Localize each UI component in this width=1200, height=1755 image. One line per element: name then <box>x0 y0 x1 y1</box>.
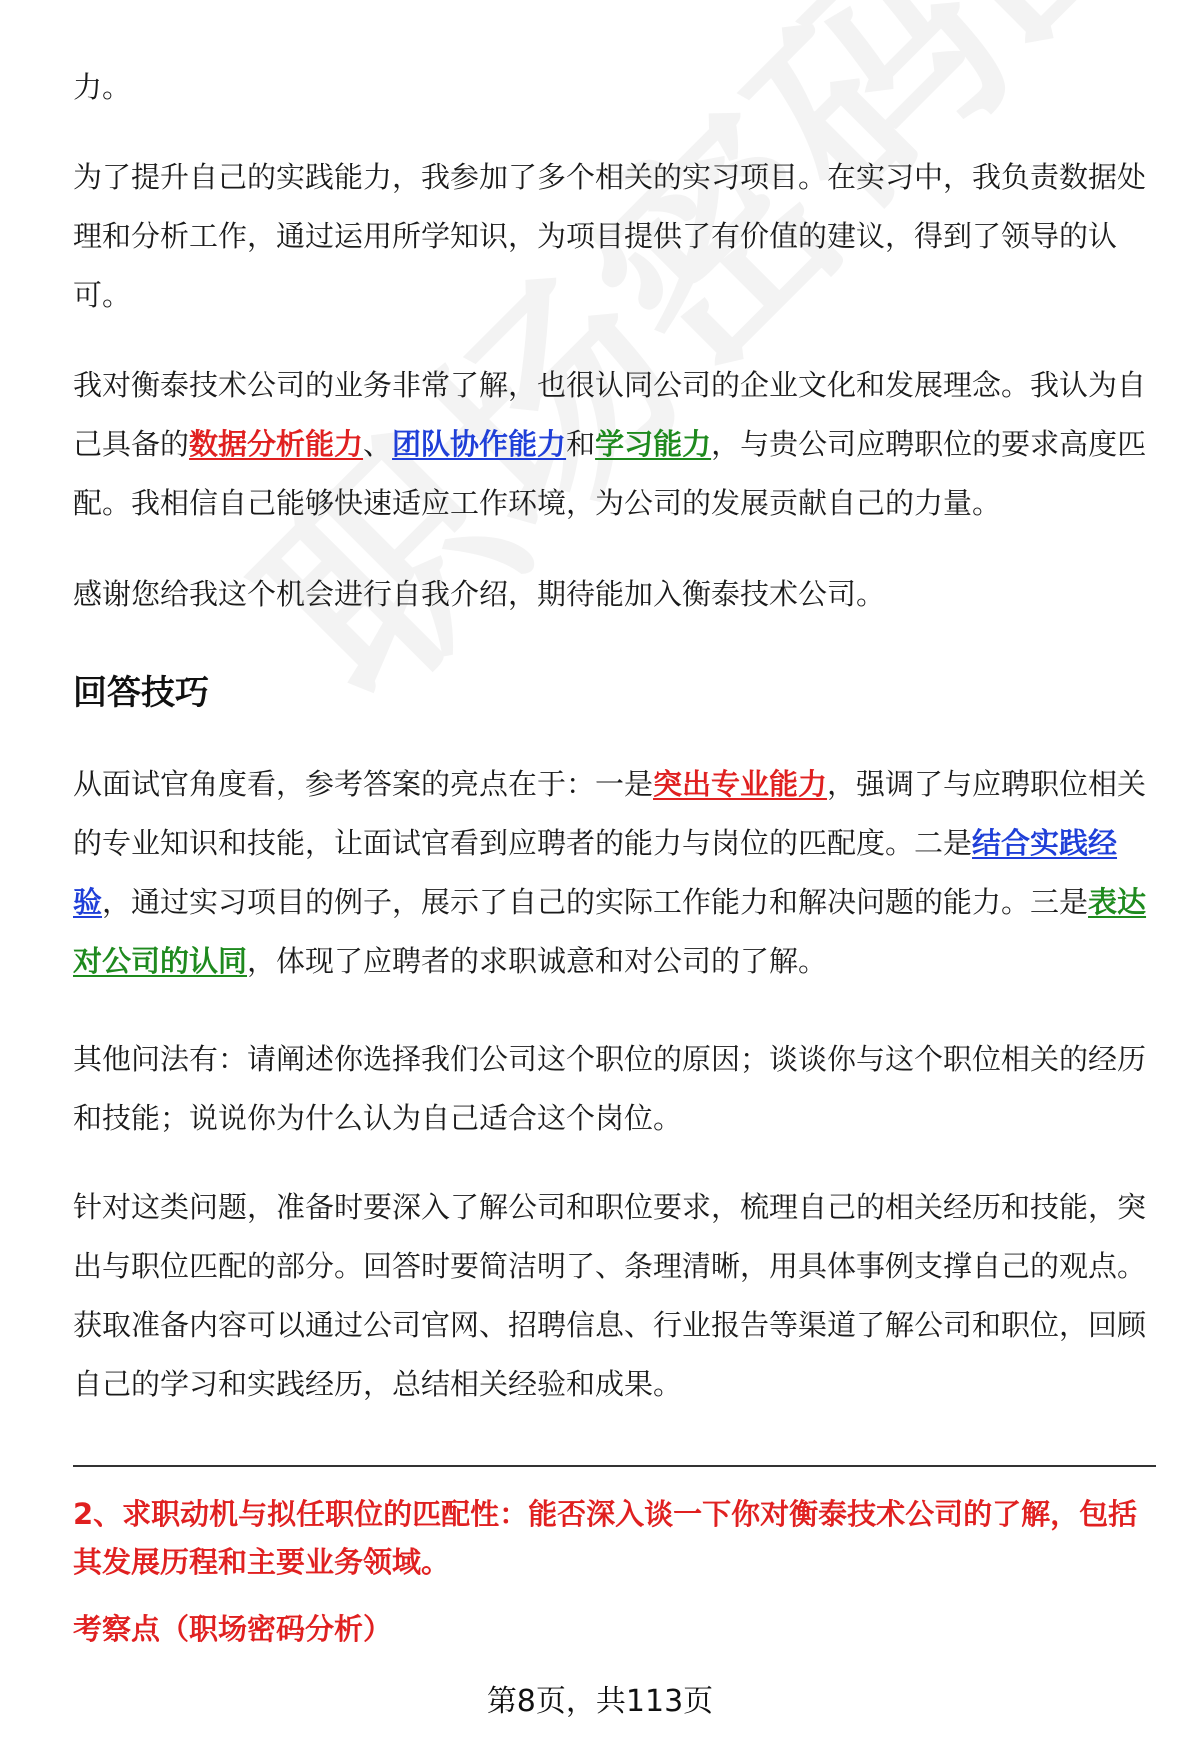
text-segment: 、 <box>363 427 393 461</box>
text-segment: 从面试官角度看，参考答案的亮点在于：一是 <box>73 767 654 801</box>
highlight-company-identity: 表达对公司的认同 <box>73 885 1147 978</box>
text-segment: ，与贵公司应聘职位的要求高度匹配。我相信自己能够快速适应工作环境，为公司的发展贡献自己的力量。 <box>73 427 1147 520</box>
text-segment: 我对衡泰技术公司的业务非常了解，也很认同公司的企业文化和发展理念。我认为自己具备的 <box>73 368 1147 461</box>
highlight-practice-experience: 结合实践经验 <box>73 826 1118 919</box>
highlight-teamwork: 团队协作能力 <box>392 427 567 461</box>
text-segment: ，通过实习项目的例子，展示了自己的实际工作能力和解决问题的能力。三是 <box>102 885 1089 919</box>
paragraph-other-questions: 其他问法有：请阐述你选择我们公司这个职位的原因；谈谈你与这个职位相关的经历和技能；说说你为什么认为自己适合这个岗位。 <box>73 1042 1147 1135</box>
divider <box>73 1465 1156 1467</box>
paragraph-highlights <box>73 755 1153 991</box>
question-subheading: 考察点（职场密码分析） <box>73 1612 393 1646</box>
paragraph-continuation: 力。 <box>73 70 132 104</box>
paragraph-thanks: 感谢您给我这个机会进行自我介绍，期待能加入衡泰技术公司。 <box>73 577 886 611</box>
text-segment: 和 <box>566 427 596 461</box>
paragraph-internship: 为了提升自己的实践能力，我参加了多个相关的实习项目。在实习中，我负责数据处理和分析工作，通过运用所学知识，为项目提供了有价值的建议，得到了领导的认可。 <box>73 160 1147 312</box>
highlight-learning: 学习能力 <box>595 427 712 461</box>
text-segment: ，强调了与应聘职位相关的专业知识和技能，让面试官看到应聘者的能力与岗位的匹配度。二是 <box>73 767 1147 860</box>
paragraph-company-fit <box>73 356 1153 533</box>
highlight-data-analysis: 数据分析能力 <box>189 427 364 461</box>
paragraph-preparation: 针对这类问题，准备时要深入了解公司和职位要求，梳理自己的相关经历和技能，突出与职位匹配的部分。回答时要简洁明了、条理清晰，用具体事例支撑自己的观点。获取准备内容可以通过公司官网、招聘信息、行业报告等渠道了解公司和职位，回顾自己的学习和实践经历，总结相关经验和成果。 <box>73 1190 1147 1401</box>
text-segment: ，体现了应聘者的求职诚意和对公司的了解。 <box>247 944 828 978</box>
highlight-professional-ability: 突出专业能力 <box>653 767 828 801</box>
question-title: 2、求职动机与拟任职位的匹配性：能否深入谈一下你对衡泰技术公司的了解，包括其发展历程和主要业务领域。 <box>73 1497 1138 1579</box>
section-heading: 回答技巧 <box>73 673 209 713</box>
page-footer: 第8页，共113页 <box>486 1684 714 1719</box>
